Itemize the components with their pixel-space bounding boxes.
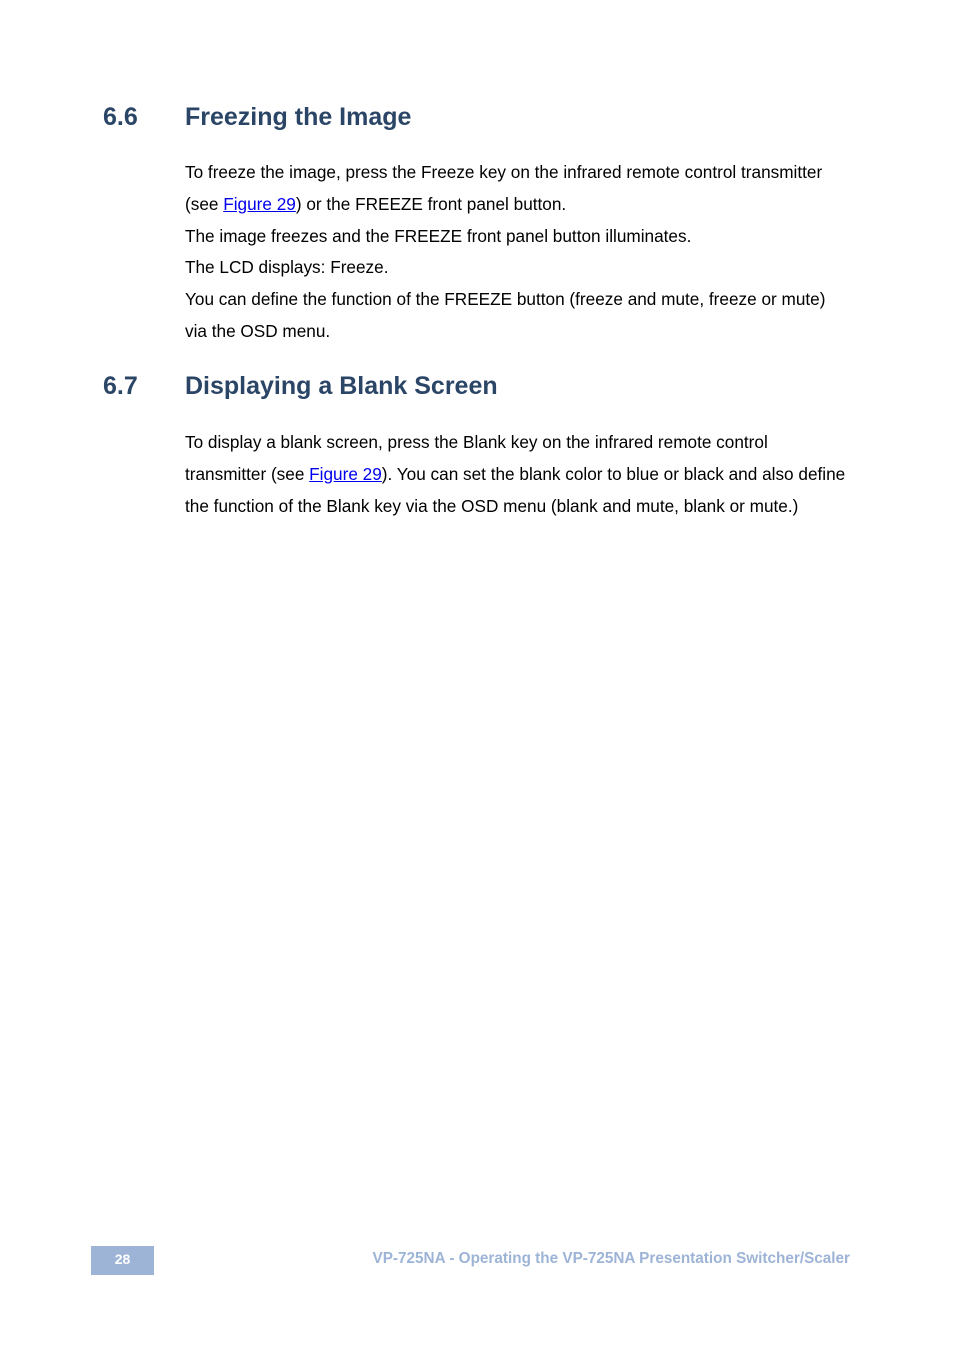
paragraph-text: To display a blank screen, press the Blank key on the infrared remote control transmitter (see bbox=[185, 432, 768, 484]
paragraph-text: ) or the FREEZE front panel button. bbox=[295, 193, 567, 214]
section-title: Displaying a Blank Screen bbox=[185, 372, 498, 400]
figure-29-link[interactable]: Figure 29 bbox=[223, 193, 296, 214]
section-body-6-7 bbox=[185, 427, 850, 522]
paragraph-text: ). You can set the blank color to blue or black and also define the function of the Blank key via the OSD menu (blank and mute, blank or mute.) bbox=[185, 463, 846, 516]
section-title: Freezing the Image bbox=[185, 103, 412, 131]
section-number: 6.7 bbox=[103, 372, 138, 400]
figure-29-link[interactable]: Figure 29 bbox=[309, 463, 382, 484]
paragraph bbox=[185, 157, 850, 221]
section-body-6-6 bbox=[185, 157, 850, 348]
section-number: 6.6 bbox=[103, 103, 138, 131]
paragraph: You can define the function of the FREEZE button (freeze and mute, freeze or mute) via the OSD menu. bbox=[185, 289, 826, 341]
paragraph-text: To freeze the image, press the Freeze key on the infrared remote control transmitter (see bbox=[185, 162, 823, 214]
page-number: 28 bbox=[91, 1246, 154, 1275]
paragraph bbox=[185, 427, 850, 522]
paragraph: The image freezes and the FREEZE front panel button illuminates. bbox=[185, 225, 692, 246]
paragraph: The LCD displays: Freeze. bbox=[185, 257, 389, 278]
footer-title: VP-725NA - Operating the VP-725NA Presentation Switcher/Scaler bbox=[372, 1250, 850, 1267]
